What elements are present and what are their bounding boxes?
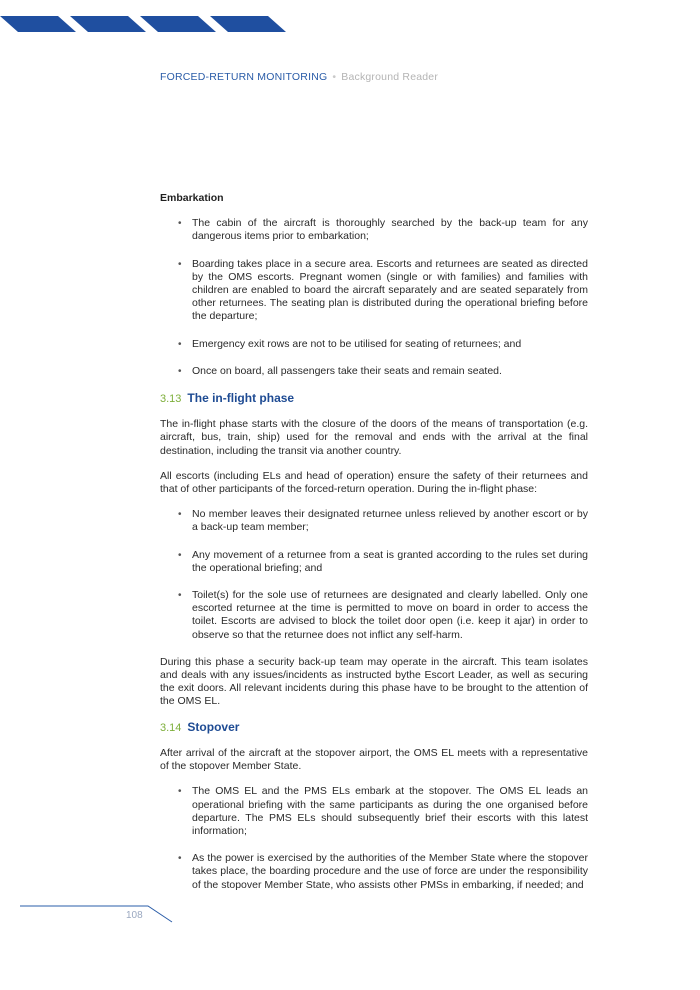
- list-item: • The OMS EL and the PMS ELs embark at the stopover. The OMS EL leads an operational briefing with the same participants as during the one organised before departure. The PMS ELs should subsequently brief their escorts with this latest information;: [178, 785, 588, 837]
- list-item: • Emergency exit rows are not to be utilised for seating of returnees; and: [178, 337, 522, 350]
- page-number: 108: [126, 910, 143, 921]
- bullet-icon: •: [178, 590, 182, 602]
- paragraph: During this phase a security back-up team may operate in the aircraft. This team isolates and deals with any issues/incidents as instructed bythe Escort Leader, as well as securing the exit doors. All relevant incidents during this phase have to be brought to the attention of the OMS EL.: [160, 655, 588, 708]
- embarkation-list: [160, 217, 588, 378]
- page-body: [160, 192, 588, 906]
- list-item: • Once on board, all passengers take their seats and remain seated.: [178, 364, 502, 377]
- section-heading-inflight: [160, 392, 588, 406]
- bullet-icon: •: [178, 218, 182, 230]
- bullet-icon: •: [178, 786, 182, 798]
- section-title: Stopover: [187, 719, 240, 734]
- paragraph: After arrival of the aircraft at the stopover airport, the OMS EL meets with a representative of the stopover Member State.: [160, 746, 588, 773]
- list-item: • Any movement of a returnee from a seat is granted according to the rules set during the operational briefing; and: [178, 548, 588, 574]
- list-item: • Boarding takes place in a secure area. Escorts and returnees are seated as directed by the OMS escorts. Pregnant women (single or with families) and families with children are enabled to board the aircraft separately and are seated separately from other returnees. The seating plan is distributed during the operational briefing before the departure;: [178, 257, 588, 323]
- bullet-icon: •: [178, 853, 182, 865]
- embarkation-heading: Embarkation: [160, 192, 224, 204]
- bullet-icon: •: [178, 258, 182, 270]
- header-stripes-graphic: [0, 12, 290, 36]
- list-item: • No member leaves their designated returnee unless relieved by another escort or by a back-up team member;: [178, 508, 588, 534]
- paragraph: The in-flight phase starts with the closure of the doors of the means of transportation (e.g. aircraft, bus, train, ship) used for the removal and ends with the arrival at the final destination, including the transit via another country.: [160, 418, 588, 457]
- running-header: [160, 71, 438, 83]
- footer-rule-graphic: [20, 900, 180, 924]
- running-header-title: FORCED-RETURN MONITORING: [160, 71, 328, 83]
- inflight-list: [160, 508, 588, 642]
- bullet-icon: •: [178, 509, 182, 521]
- section-number: 3.13: [160, 393, 182, 406]
- running-header-subtitle: Background Reader: [341, 71, 439, 83]
- list-item: • As the power is exercised by the authorities of the Member State where the stopover takes place, the boarding procedure and the use of force are under the responsibility of the stopover Member State, who assists other PMSs in embarking, if needed; and: [178, 852, 588, 891]
- bullet-icon: •: [178, 549, 182, 561]
- stopover-list: [160, 785, 588, 891]
- paragraph: All escorts (including ELs and head of operation) ensure the safety of their returnees and that of other participants of the forced-return operation. During the in-flight phase:: [160, 469, 588, 496]
- section-title: The in-flight phase: [187, 391, 295, 406]
- section-heading-stopover: [160, 721, 588, 735]
- section-number: 3.14: [160, 721, 182, 734]
- list-item: • Toilet(s) for the sole use of returnees are designated and clearly labelled. Only one escorted returnee at the time is permitted to move on board in order to access the toilet. Escorts are advised to block the toilet door open (i.e. keep it ajar) in order to observe so that the returnee does not inflict any self-harm.: [178, 589, 588, 641]
- bullet-icon: •: [178, 365, 182, 377]
- list-item: • The cabin of the aircraft is thoroughly searched by the back-up team for any dangerous items prior to embarkation;: [178, 217, 588, 243]
- running-header-separator: •: [332, 71, 337, 83]
- bullet-icon: •: [178, 338, 182, 350]
